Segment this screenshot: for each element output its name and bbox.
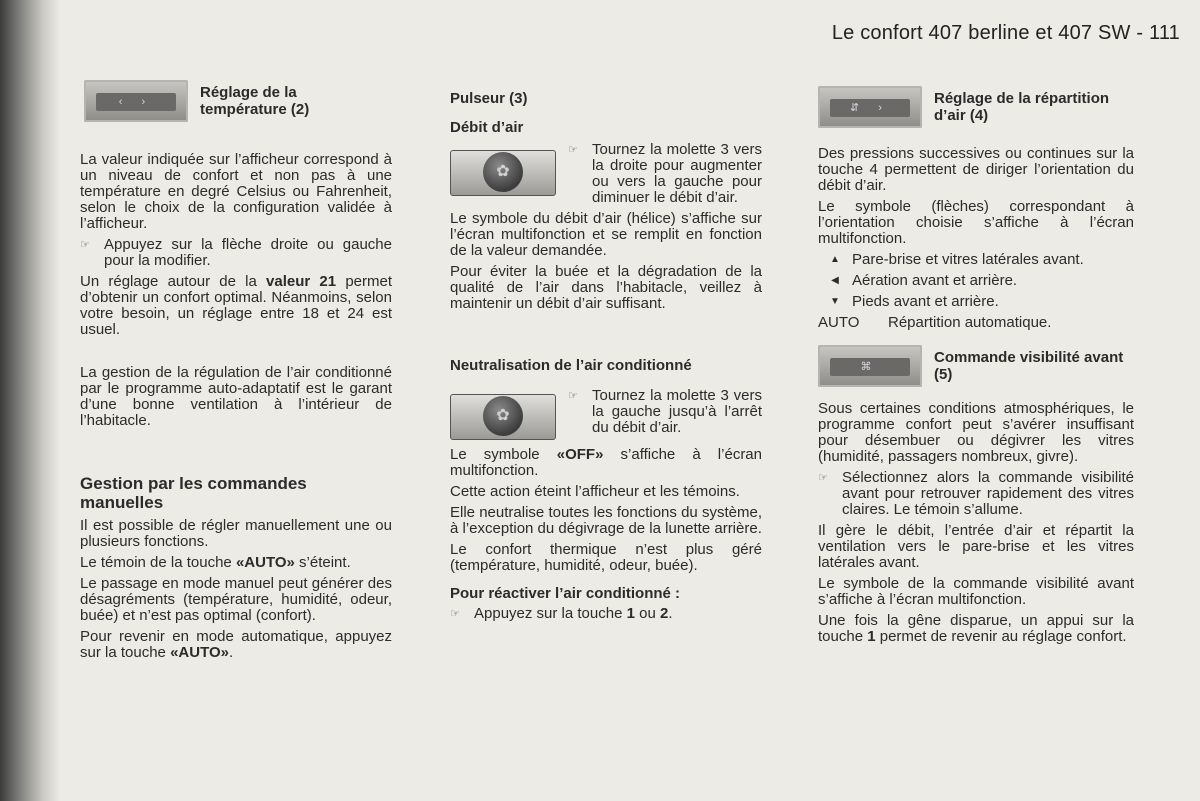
page-header: Le confort 407 berline et 407 SW - 111 [831, 22, 1180, 44]
airflow-instruction-row [450, 142, 762, 211]
manual-text-3: Le passage en mode manuel peut générer des désagréments (température, humidité, odeur, buée) et n’est pas optimal (confort). [80, 575, 392, 624]
direction-item-auto: AUTO Répartition automatique. [818, 314, 1052, 331]
direction-item-windscreen: ▲ Pare-brise et vitres latérales avant. [818, 252, 1134, 268]
distribution-text-2: Le symbole (flèches) correspondant à l’orientation choisie s’affiche à l’écran multifonction. [818, 198, 1134, 247]
action-text: Cette action éteint l’afficheur et les témoins. [450, 483, 740, 500]
airflow-heading: Débit d’air [450, 119, 524, 136]
fan-icon: ✿ [483, 396, 523, 436]
fog-prevention-text: Pour éviter la buée et la dégradation de la qualité de l’air dans l’habitacle, veillez à maintenir un débit d’air suffisant. [450, 263, 762, 312]
visibility-button-image [818, 345, 922, 387]
arrow-buttons-icon: ‹ › [96, 93, 176, 111]
temperature-heading: Réglage de la température (2) [200, 84, 310, 118]
column-middle [450, 90, 762, 627]
temperature-button-image [84, 80, 188, 122]
hand-pointer-icon: ☞ [818, 472, 828, 484]
airflow-instruction: Tournez la molette 3 vers la droite pour augmenter ou vers la gauche pour diminuer le débit d’air. [592, 141, 762, 206]
manual-text-1: Il est possible de régler manuellement une ou plusieurs fonctions. [80, 517, 392, 550]
visibility-text-3: Le symbole de la commande visibilité avant s’affiche à l’écran multifonction. [818, 575, 1134, 608]
air-distribution-header [818, 86, 1134, 128]
arrow-down-icon: ▼ [830, 296, 840, 307]
temperature-section-header [84, 80, 392, 122]
arrow-left-icon: ◀ [831, 275, 839, 286]
air-distribution-heading: Réglage de la répartition d’air (4) [934, 90, 1110, 124]
manual-text-4: Pour revenir en mode automatique, appuyez sur la touche «AUTO». [80, 628, 392, 661]
direction-item-feet: ▼ Pieds avant et arrière. [818, 294, 1134, 310]
airflow-symbol-text: Le symbole du débit d’air (hélice) s’affiche sur l’écran multifonction et se remplit en fonction de la valeur demandée. [450, 210, 762, 259]
visibility-heading: Commande visibilité avant (5) [934, 349, 1124, 383]
neutralisation-row [450, 388, 762, 441]
neutralise-text: Elle neutralise toutes les fonctions du système, à l’exception du dégivrage de la lunette arrière. [450, 504, 762, 537]
neutralisation-instruction: Tournez la molette 3 vers la gauche jusqu’à l’arrêt du débit d’air. [592, 387, 762, 436]
optimal-setting-text: Un réglage autour de la valeur 21 permet d’obtenir un confort optimal. Néanmoins, selon votre besoin, un réglage entre 18 et 24 est usuel. [80, 273, 392, 338]
windscreen-defrost-icon: ⌘ [830, 358, 910, 376]
hand-pointer-icon: ☞ [568, 144, 578, 156]
ac-neutralisation-heading: Neutralisation de l’air conditionné [450, 357, 692, 374]
visibility-header [818, 345, 1134, 387]
reactivate-heading: Pour réactiver l’air conditionné : [450, 585, 681, 602]
manual-controls-heading: Gestion par les commandes manuelles [80, 474, 307, 512]
manual-text-2: Le témoin de la touche «AUTO» s’éteint. [80, 554, 351, 571]
visibility-text-2: Il gère le débit, l’entrée d’air et répartit la ventilation vers le pare-brise et les vitres latérales avant. [818, 522, 1134, 571]
column-left [80, 80, 392, 666]
blower-heading: Pulseur (3) [450, 90, 528, 107]
visibility-instruction: ☞ Sélectionnez alors la commande visibilité avant pour retrouver rapidement des vitres claires. Le témoin s’allume. [818, 470, 1134, 523]
temperature-instruction: ☞ Appuyez sur la flèche droite ou gauche pour la modifier. [80, 237, 392, 274]
direction-item-vents: ◀ Aération avant et arrière. [818, 273, 1134, 289]
temperature-text: La valeur indiquée sur l’afficheur correspond à un niveau de confort et non pas à une température en degré Celsius ou Fahrenheit, selon le choix de la configuration validée à l’afficheur. [80, 151, 392, 232]
thermal-comfort-text: Le confort thermique n’est plus géré (température, humidité, odeur, buée). [450, 541, 762, 574]
column-right [818, 86, 1134, 650]
fan-icon: ✿ [483, 152, 523, 192]
hand-pointer-icon: ☞ [450, 608, 460, 620]
reactivate-instruction: ☞ Appuyez sur la touche 1 ou 2. [450, 606, 762, 627]
regulation-text: La gestion de la régulation de l’air conditionné par le programme auto-adaptatif est le garant d’une bonne ventilation à l’intérieur de l’habitacle. [80, 364, 392, 429]
visibility-text-1: Sous certaines conditions atmosphériques, le programme confort peut s’avérer insuffisant pour désembuer ou dégivrer les vitres (humidité, passagers nombreux, givre). [818, 400, 1134, 465]
air-distribution-button-image [818, 86, 922, 128]
hand-pointer-icon: ☞ [568, 390, 578, 402]
blower-dial-image [450, 150, 556, 196]
distribution-arrows-icon: ⇵ › [830, 99, 910, 117]
book-spine-shadow [0, 0, 60, 801]
arrow-up-icon: ▲ [830, 254, 840, 265]
off-symbol-text: Le symbole «OFF» s’affiche à l’écran multifonction. [450, 446, 762, 479]
hand-pointer-icon: ☞ [80, 239, 90, 251]
distribution-text-1: Des pressions successives ou continues sur la touche 4 permettent de diriger l’orientation du débit d’air. [818, 145, 1134, 194]
blower-dial-off-image [450, 394, 556, 440]
visibility-text-4: Une fois la gêne disparue, un appui sur la touche 1 permet de revenir au réglage confort. [818, 612, 1134, 645]
